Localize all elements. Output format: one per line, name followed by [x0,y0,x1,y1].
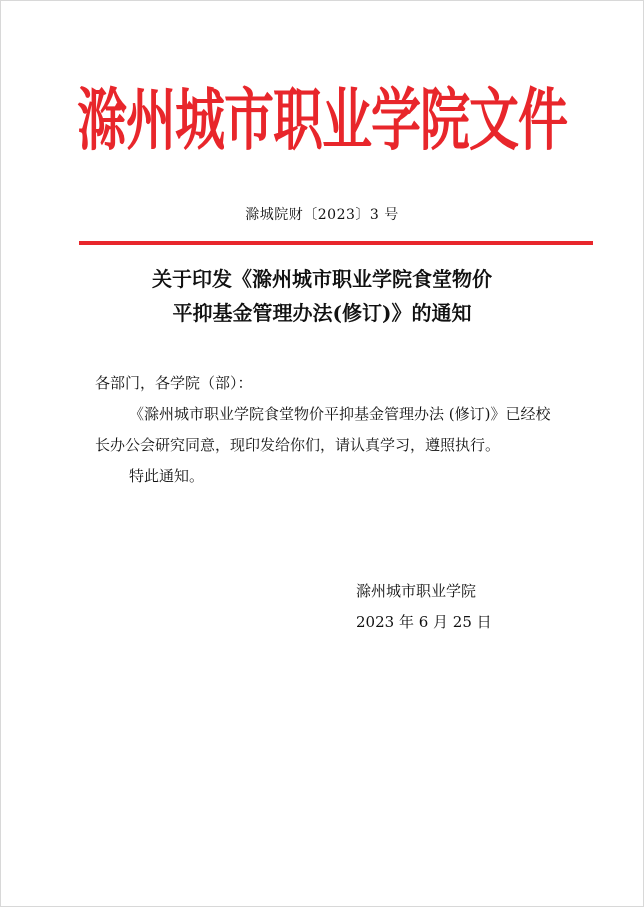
document-number: 滁城院财〔2023〕3 号 [245,207,399,223]
body-paragraph: 《滁州城市职业学院食堂物价平抑基金管理办法 (修订)》已经校长办公会研究同意，现印发给你们，请认真学习，遵照执行。 [95,405,551,454]
notice-body [95,368,565,492]
closing-remark: 特此通知。 [129,467,205,485]
signature-organization: 滁州城市职业学院 [356,582,477,600]
notice-title-line-2: 平抑基金管理办法(修订)》的通知 [172,301,472,325]
red-divider-line [79,241,593,245]
signature-date: 2023 年 6 月 25 日 [356,613,492,631]
salutation: 各部门，各学院（部）： [95,374,253,392]
notice-title [0,262,644,330]
notice-title-line-1: 关于印发《滁州城市职业学院食堂物价 [152,267,492,291]
signature-block [356,576,492,638]
document-masthead: 滁州城市职业学院文件 [77,80,567,160]
